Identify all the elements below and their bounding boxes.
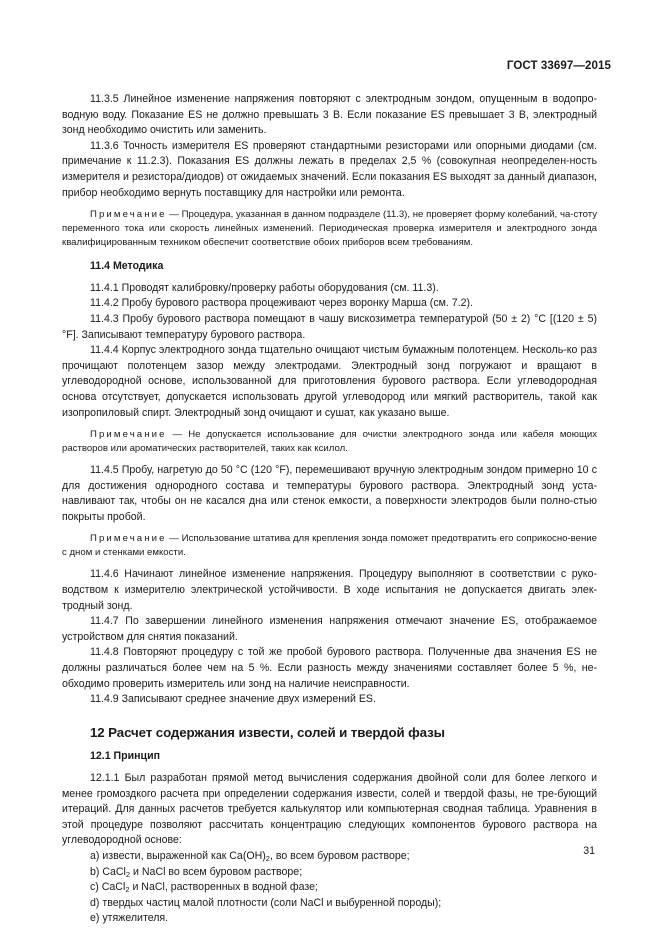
heading-11-4: 11.4 Методика [90,260,164,273]
paragraph-12-1-1: 12.1.1 Был разработан прямой метод вычисления содержания двойной соли для более легкого и менее громоздкого расчета при определении содержания извести, солей и твердой фазы, не тре-бующий итераций. Для данных расчетов требуется калькулятор или компьютерная сводная таблица. Уравнения в этой процедуре позволяют рассчитать концентрацию следующих компонентов бурового раствора на углеводородной основе: [62,772,597,847]
note-label: Примечание [90,209,167,221]
paragraph-11-4-6: 11.4.6 Начинают линейное изменение напряжения. Процедуру выполняют в соответствии с руко-водством к измерителю электрической устойчивости. В ходе испытания не допускается двигать элек-тродный зонд. [62,568,597,612]
note-dash: — [166,209,182,221]
paragraph-11-4-2: 11.4.2 Пробу бурового раствора процеживают через воронку Марша (см. 7.2). [90,297,474,310]
note-label: Примечание [90,533,167,545]
paragraph-11-4-9: 11.4.9 Записывают среднее значение двух измерений ES. [90,693,376,706]
page-content [62,92,597,927]
note-2 [62,428,597,456]
paragraph-11-4-7: 11.4.7 По завершении линейного изменения напряжения отмечают значение ES, отображаемое устройством для снятия показаний. [62,615,597,643]
list-item-a-text: а) извести, выраженной как Ca(OH) [90,849,266,862]
note-text: Использование штатива для крепления зонда поможет предотвратить его соприкосно-вение с дном и стенками емкости. [62,533,597,559]
subscript: 2 [265,853,270,863]
paragraph-11-4-4: 11.4.4 Корпус электродного зонда тщательно очищают чистым бумажным полотенцем. Несколь-ко раз прочищают полотенцем зазор между электродами. Электродный зонд погружают и вращают в углеводородной основе, использованной для приготовления бурового раствора. Если углеводородная основа отсутствует, допускается использовать другой углеводород или мягкий растворитель, такой как изопропиловый спирт. Электродный зонд очищают и сушат, как указано выше. [62,344,597,419]
component-list [62,849,597,927]
paragraph-11-3-6: 11.3.6 Точность измерителя ES проверяют стандартными резисторами или опорными диодами (см. примечание к 11.2.3). Показания ES должны лежать в пределах 2,5 % (совокупная неопределен-ность измерителя и резистора/диодов) от ожидаемых значений. Если показания ES выходят за данный диапазон, прибор необходимо вернуть поставщику для настройки или ремонта. [62,139,597,199]
page-number: 31 [583,845,595,857]
note-text: Процедура, указанная в данном подразделе (11.3), не проверяет форму колебаний, ча-стоту переменного тока или скорость линейных изменений. Периодическая проверка измерителя и электродного зонда квалифицированным техником обеспечит соответствие обоих приборов всем требованиям. [62,209,597,249]
list-item-c-text: c) CaCl [90,881,126,894]
list-item-b-text: b) CaCl [90,865,126,878]
note-3 [62,532,597,560]
note-text: Не допускается использование для очистки электродного зонда или кабеля моющих растворов или ароматических растворителей, таких как ксилол. [62,429,597,455]
paragraph-11-4-8: 11.4.8 Повторяют процедуру с той же пробой бурового раствора. Полученные два значения ES не должны различаться более чем на 5 %. Если разность между значениями составляет более 5 %, не-обходимо проверить измеритель или зонд на наличие неисправности. [62,646,597,690]
paragraph-11-4-1: 11.4.1 Проводят калибровку/проверку работы оборудования (см. 11.3). [90,281,439,294]
document-header: ГОСТ 33697—2015 [506,60,611,72]
paragraph-11-4-3: 11.4.3 Пробу бурового раствора помещают в чашу вискозиметра температурой (50 ± 2) °С [(120 ± 5) °F]. Записывают температуру бурового раствора. [62,312,597,341]
list-item-e: e) утяжелителя. [90,912,169,925]
list-item-b-text-end: и NaCl во всем буровом растворе; [130,865,303,878]
paragraph-11-4-5: 11.4.5 Пробу, нагретую до 50 °С (120 °F), перемешивают вручную электродным зондом примерно 10 с для достижения однородного состава и температуры бурового раствора. Электродный зонд уста-навливают так, чтобы он не касался дна или стенок емкости, а поверхности электродов были полно-стью покрыты пробой. [62,464,597,523]
heading-12-1: 12.1 Принцип [90,750,160,763]
list-item-a-text-end: , во всем буровом растворе; [269,849,410,862]
note-dash: — [166,429,189,441]
subscript: 2 [125,885,130,895]
list-item-c-text-end: и NaCl, растворенных в водной фазе; [129,881,318,894]
list-item-a [62,849,597,865]
subscript: 2 [125,869,131,879]
list-item-b [62,865,597,881]
heading-12: 12 Расчет содержания извести, солей и твердой фазы [90,724,445,740]
note-label: Примечание [90,429,167,441]
note-dash: — [166,533,182,545]
note-1 [62,208,597,250]
list-item-c [62,880,597,896]
list-item-d: d) твердых частиц малой плотности (соли NaCl и выбуренной породы); [90,896,442,909]
paragraph-11-3-5: 11.3.5 Линейное изменение напряжения повторяют с электродным зондом, опущенным в водопро-водную воду. Показание ES не должно превышать 3 В. Если показание ES превышает 3 В, электродный зонд необходимо очистить или заменить. [62,93,597,137]
